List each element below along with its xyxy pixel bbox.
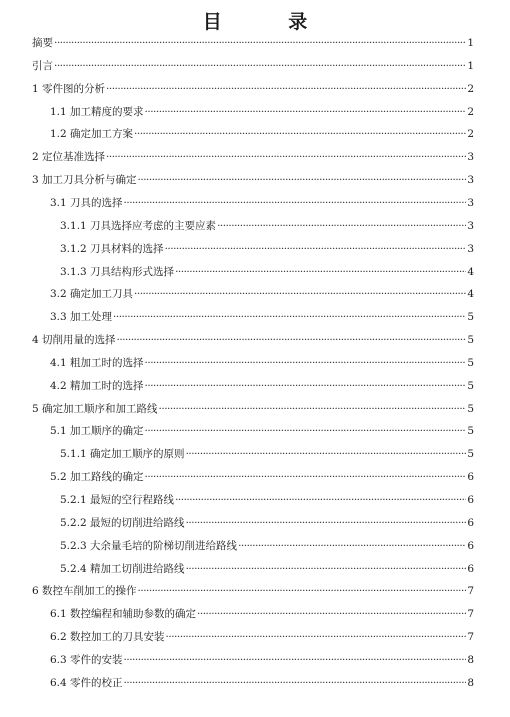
dot-leader — [186, 513, 467, 533]
toc-entry[interactable] — [32, 170, 474, 190]
toc-entry[interactable] — [32, 56, 474, 76]
dot-leader — [54, 56, 466, 76]
toc-entry-label: 5.1 加工顺序的确定 — [50, 425, 144, 438]
dot-leader — [165, 239, 467, 259]
toc-entry[interactable] — [60, 239, 474, 259]
toc-entry-label: 引言 — [32, 59, 53, 72]
toc-entry-label: 6.3 零件的安装 — [50, 653, 123, 666]
dot-leader — [186, 444, 467, 464]
toc-entry[interactable] — [60, 216, 474, 236]
toc-entry-page-number: 1 — [467, 59, 474, 72]
dot-leader — [166, 627, 467, 647]
dot-leader — [138, 581, 467, 601]
toc-entry[interactable] — [50, 307, 474, 327]
toc-entry-page-number: 6 — [467, 494, 474, 506]
toc-entry-page-number: 5 — [467, 356, 474, 369]
dot-leader — [124, 650, 467, 670]
dot-leader — [124, 193, 467, 213]
toc-entry[interactable] — [50, 193, 474, 213]
toc-entry-page-number: 3 — [467, 151, 474, 164]
toc-entry-label: 3.1.3 刀具结构形式选择 — [60, 265, 175, 278]
dot-leader — [238, 536, 466, 556]
toc-entry[interactable] — [50, 124, 474, 144]
toc-entry[interactable] — [50, 673, 474, 693]
dot-leader — [175, 490, 466, 510]
dot-leader — [106, 79, 466, 99]
toc-entry-page-number: 6 — [467, 562, 474, 575]
toc-entry-label: 5.2.3 大余量毛培的阶梯切削进给路线 — [60, 539, 238, 552]
toc-entry[interactable] — [60, 490, 474, 510]
toc-entry[interactable] — [60, 513, 474, 533]
toc-entry[interactable] — [60, 444, 474, 464]
toc-entry-label: 3.1.1 刀具选择应考虑的主要应素 — [60, 219, 217, 232]
toc-entry[interactable] — [50, 627, 474, 647]
toc-entry[interactable] — [50, 650, 474, 670]
toc-entry-label: 6.2 数控加工的刀具安装 — [50, 631, 165, 644]
toc-entry-label: 5 确定加工顺序和加工路线 — [32, 402, 158, 415]
toc-entry-page-number: 1 — [467, 37, 474, 49]
toc-entry-page-number: 8 — [467, 676, 474, 689]
dot-leader — [134, 124, 466, 144]
toc-entry-page-number: 3 — [467, 242, 474, 255]
toc-entry[interactable] — [32, 79, 474, 99]
toc-entry[interactable] — [50, 421, 474, 441]
toc-entry-page-number: 5 — [467, 448, 474, 461]
dot-leader — [217, 216, 466, 236]
dot-leader — [159, 399, 467, 419]
dot-leader — [145, 467, 467, 487]
toc-entry[interactable] — [32, 399, 474, 419]
dot-leader — [197, 604, 466, 624]
toc-entry-page-number: 6 — [467, 539, 474, 552]
dot-leader — [124, 673, 467, 693]
toc-entry[interactable] — [32, 581, 474, 601]
toc-entry-page-number: 2 — [467, 105, 474, 118]
toc-entry[interactable] — [32, 147, 474, 167]
toc-entry-page-number: 4 — [467, 265, 474, 278]
toc-entry[interactable] — [50, 467, 474, 487]
dot-leader — [145, 376, 467, 396]
toc-entry[interactable] — [60, 262, 474, 282]
toc-entry[interactable] — [50, 102, 474, 122]
toc-entry-label: 4.1 粗加工时的选择 — [50, 356, 144, 369]
toc-entry[interactable] — [60, 559, 474, 579]
toc-entry-page-number: 8 — [467, 653, 474, 666]
toc-entry-label: 1.1 加工精度的要求 — [50, 105, 144, 118]
toc-entry-label: 5.2 加工路线的确定 — [50, 471, 144, 484]
dot-leader — [134, 284, 466, 304]
toc-entry-label: 4.2 精加工时的选择 — [50, 379, 144, 392]
toc-entry-label: 5.2.2 最短的切削进给路线 — [60, 516, 185, 529]
toc-entry[interactable] — [32, 330, 474, 350]
toc-entry-label: 5.2.4 精加工切削进给路线 — [60, 562, 185, 575]
toc-entry-page-number: 7 — [467, 631, 474, 644]
dot-leader — [186, 559, 467, 579]
toc-entry-page-number: 7 — [467, 608, 474, 621]
toc-entry-label: 5.1.1 确定加工顺序的原则 — [60, 448, 185, 461]
toc-entry-label: 6.1 数控编程和辅助参数的确定 — [50, 608, 197, 621]
dot-leader — [113, 307, 466, 327]
dot-leader — [117, 330, 467, 350]
toc-entry-label: 3.3 加工处理 — [50, 311, 113, 324]
toc-entry-page-number: 5 — [467, 379, 474, 392]
toc-entry-label: 3.2 确定加工刀具 — [50, 288, 134, 301]
toc-entry-label: 1.2 确定加工方案 — [50, 128, 134, 141]
dot-leader — [54, 33, 466, 53]
toc-entry-label: 6 数控车削加工的操作 — [32, 585, 137, 598]
toc-entry[interactable] — [50, 353, 474, 373]
dot-leader — [145, 421, 467, 441]
dot-leader — [145, 102, 467, 122]
toc-entry-label: 4 切削用量的选择 — [32, 334, 116, 347]
toc-entry-page-number: 5 — [467, 402, 474, 415]
toc-entry-page-number: 6 — [467, 471, 474, 484]
toc-entry-page-number: 4 — [467, 288, 474, 301]
toc-entry-page-number: 7 — [467, 585, 474, 598]
toc-entry-label: 摘要 — [32, 37, 53, 49]
dot-leader — [145, 353, 467, 373]
toc-entry-page-number: 5 — [467, 311, 474, 324]
dot-leader — [138, 170, 467, 190]
toc-entry[interactable] — [50, 376, 474, 396]
toc-entry-label: 3.1 刀具的选择 — [50, 196, 123, 209]
toc-entry-label: 3.1.2 刀具材料的选择 — [60, 242, 164, 255]
toc-entry-label: 6.4 零件的校正 — [50, 676, 123, 689]
toc-entry-page-number: 2 — [467, 128, 474, 141]
toc-title: 目 录 — [202, 11, 338, 33]
toc-entry-page-number: 5 — [467, 425, 474, 438]
toc-entry-label: 1 零件图的分析 — [32, 82, 106, 95]
toc-entry[interactable] — [32, 33, 474, 53]
toc-entry-label: 2 定位基准选择 — [32, 151, 106, 164]
dot-leader — [106, 147, 466, 167]
toc-entry[interactable] — [50, 284, 474, 304]
toc-entry[interactable] — [60, 536, 474, 556]
toc-entry[interactable] — [50, 604, 474, 624]
dot-leader — [175, 262, 466, 282]
toc-entry-label: 5.2.1 最短的空行程路线 — [60, 494, 175, 506]
toc-entry-page-number: 6 — [467, 516, 474, 529]
toc-entry-page-number: 3 — [467, 219, 474, 232]
toc-entry-page-number: 3 — [467, 174, 474, 187]
toc-entry-page-number: 2 — [467, 82, 474, 95]
toc-entry-label: 3 加工刀具分析与确定 — [32, 174, 137, 187]
toc-entry-page-number: 5 — [467, 334, 474, 347]
toc-entry-page-number: 3 — [467, 196, 474, 209]
